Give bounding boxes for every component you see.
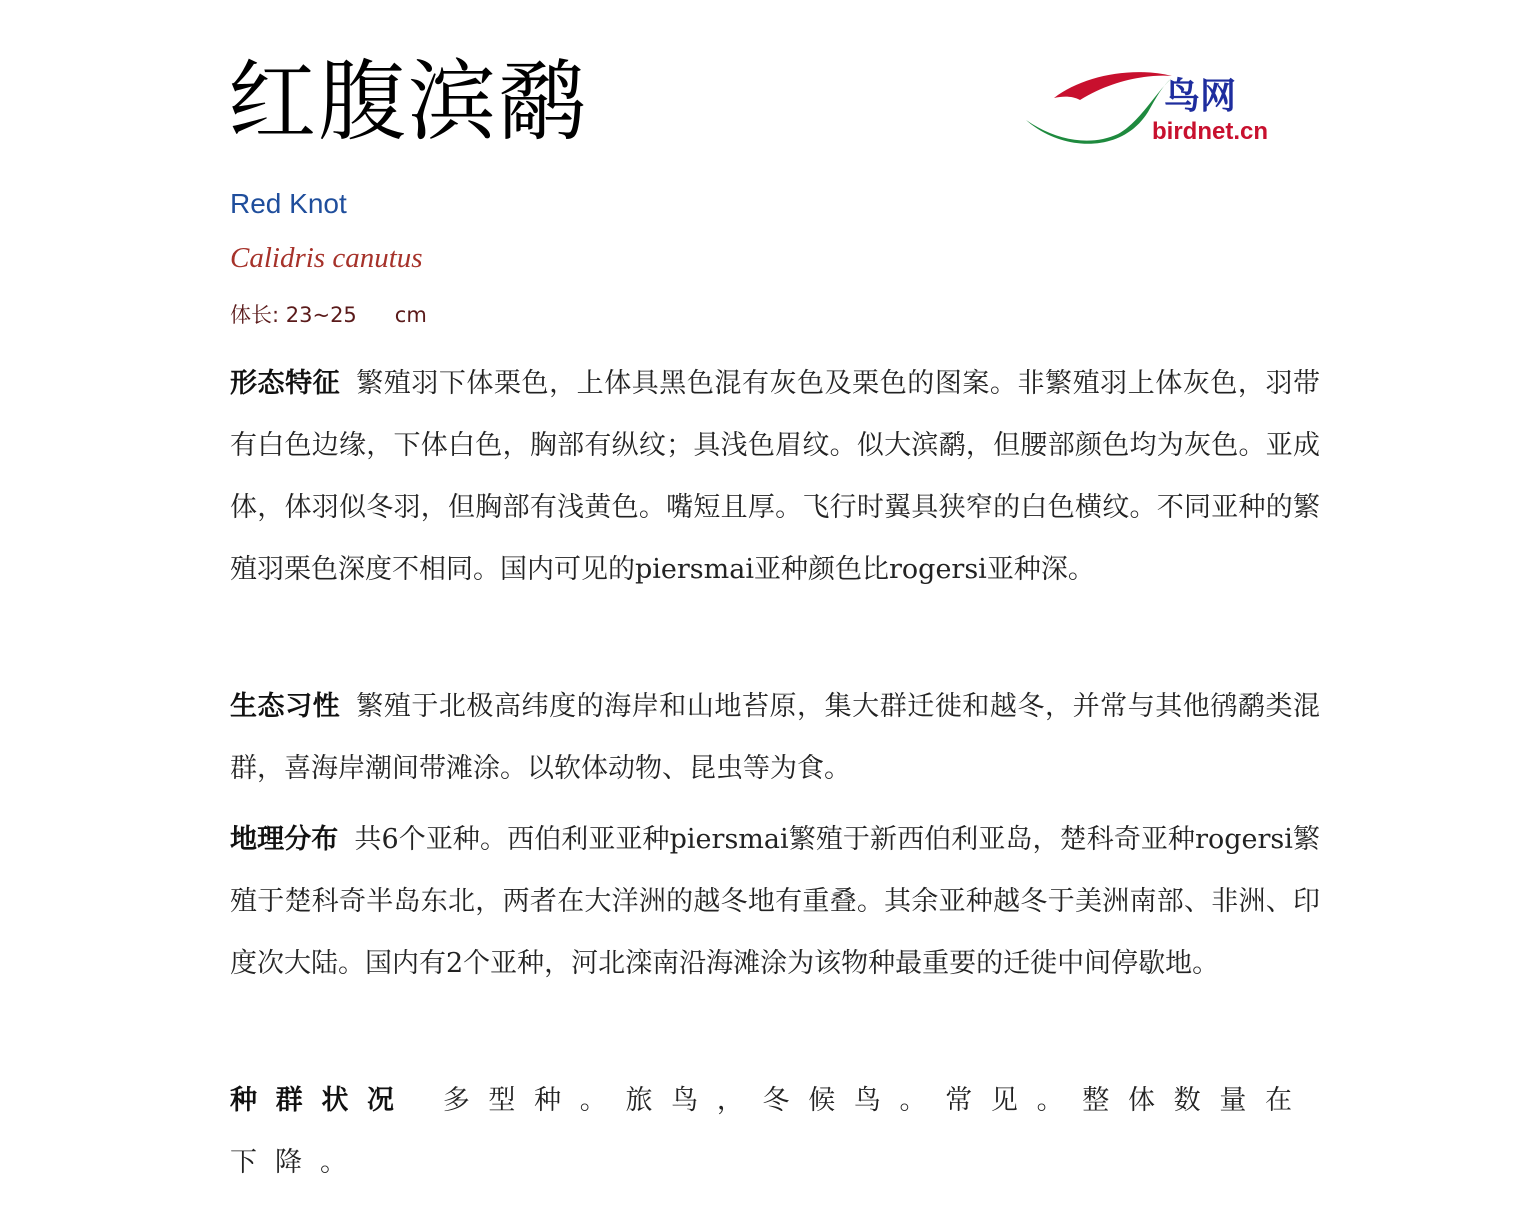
section-heading-morphology: 形态特征	[230, 368, 341, 399]
section-text-population: 多型种。旅鸟，冬候鸟。常见。整体数量在下降。	[230, 1085, 1311, 1178]
body-length-value: : 23~25	[272, 303, 357, 327]
page-title: 红腹滨鹬	[228, 50, 589, 153]
logo-url-text: birdnet.cn	[1152, 118, 1269, 145]
section-distribution	[230, 809, 1320, 995]
section-text-ecology: 繁殖于北极高纬度的海岸和山地苔原，集大群迁徙和越冬，并常与其他鸻鹬类混群，喜海岸潮间带滩涂。以软体动物、昆虫等为食。	[230, 691, 1321, 784]
logo-chinese-text: 鸟网	[1164, 75, 1237, 117]
section-ecology	[230, 676, 1320, 800]
body-length-unit: cm	[394, 303, 427, 327]
body-length	[230, 300, 427, 330]
body-length-label: 体长	[230, 303, 272, 327]
section-morphology	[230, 353, 1320, 601]
section-heading-population: 种群状况	[230, 1085, 413, 1116]
section-text-morphology: 繁殖羽下体栗色，上体具黑色混有灰色及栗色的图案。非繁殖羽上体灰色，羽带有白色边缘，下体白色，胸部有纵纹；具浅色眉纹。似大滨鹬，但腰部颜色均为灰色。亚成体，体羽似冬羽，但胸部有浅黄色。嘴短且厚。飞行时翼具狭窄的白色横纹。不同亚种的繁殖羽栗色深度不相同。国内可见的piersmai亚种颜色比rogersi亚种深。	[230, 368, 1321, 585]
birdnet-logo	[1022, 62, 1269, 158]
section-text-distribution: 共6个亚种。西伯利亚亚种piersmai繁殖于新西伯利亚岛，楚科奇亚种rogersi繁殖于楚科奇半岛东北，两者在大洋洲的越冬地有重叠。其余亚种越冬于美洲南部、非洲、印度次大陆。国内有2个亚种，河北滦南沿海滩涂为该物种最重要的迁徙中间停歇地。	[230, 824, 1321, 979]
english-name: Red Knot	[230, 188, 347, 219]
section-population	[230, 1070, 1310, 1194]
section-heading-distribution: 地理分布	[230, 824, 339, 855]
section-heading-ecology: 生态习性	[230, 691, 341, 722]
latin-name: Calidris canutus	[230, 242, 423, 274]
